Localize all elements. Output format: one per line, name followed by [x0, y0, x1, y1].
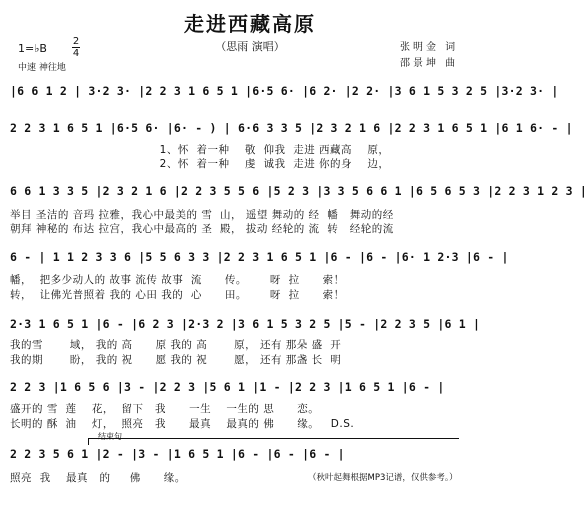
tempo-marking: 中速 神往地 [18, 63, 66, 73]
transcription-note: （秋叶起舞根据MP3记谱，仅供参考。） [308, 473, 458, 483]
composer: 邵景坤 曲 [400, 58, 459, 69]
lyric-line-4-verse-1: 幡， 把多少动人的 故事 流传 故事 流 传。 呀 拉 索！ [10, 274, 345, 286]
notation-line-1: |6 6 1 2 | 3·2 3· |2 2 3 1 6 5 1 |6·5 6· |6 2· |2 2· |3 6 1 5 3 2 5 |3·2 3· | [10, 84, 559, 98]
lyric-line-4-verse-2: 转， 让佛光普照着 我的 心田 我的 心 田。 呀 拉 索！ [10, 289, 345, 301]
notation-line-2: 2 2 3 1 6 5 1 |6·5 6· |6· - ) | 6·6 3 3 5 |2 3 2 1 6 |2 2 3 1 6 5 1 |6 1 6· - | [10, 121, 573, 135]
lyric-line-7: 照亮 我 最真 的 佛 缘。 [10, 472, 186, 484]
lyric-line-5-verse-1: 我的雪 域， 我的 高 原 我的 高 原， 还有 那朵 盛 开 [10, 339, 342, 351]
notation-line-3: 6 6 1 3 3 5 |2 3 2 1 6 |2 2 3 5 5 6 |5 2 3 |3 3 5 6 6 1 |6 5 6 5 3 |2 2 3 1 2 3 | [10, 184, 587, 198]
notation-line-5: 2·3 1 6 5 1 |6 - |6 2 3 |2·3 2 |3 6 1 5 3 2 5 |5 - |2 2 3 5 |6 1 | [10, 317, 481, 331]
ending-bracket [88, 438, 459, 445]
lyric-line-2-verse-2: 2、怀 着一种 虔 诚我 走进 你的身 边， [10, 158, 390, 170]
time-sig-top: 2 [72, 36, 80, 47]
lyricist: 张明金 词 [400, 42, 459, 53]
credits [400, 40, 458, 72]
notation-line-6: 2 2 3 |1 6 5 6 |3 - |2 2 3 |5 6 1 |1 - |2 2 3 |1 6 5 1 |6 - | [10, 380, 445, 394]
lyric-line-5-verse-2: 我的期 盼， 我的 祝 愿 我的 祝 愿， 还有 那盏 长 明 [10, 354, 342, 366]
lyric-line-2-verse-1: 1、怀 着一种 敬 仰我 走进 西藏高 原， [10, 144, 390, 156]
ending-label: 结束句 [98, 432, 122, 441]
performer: （思雨 演唱） [215, 40, 285, 53]
lyric-line-6-verse-1: 盛开的 雪 莲 花， 留下 我 一生 一生的 思 恋。 [10, 403, 320, 415]
key-signature: 1=♭B [18, 42, 47, 55]
time-signature [72, 37, 80, 58]
time-sig-bottom: 4 [72, 48, 80, 59]
notation-line-4: 6 - | 1 1 2 3 3 6 |5 5 6 3 3 |2 2 3 1 6 5 1 |6 - |6 - |6· 1 2·3 |6 - | [10, 250, 509, 264]
notation-line-7: 2 2 3 5 6 1 |2 - |3 - |1 6 5 1 |6 - |6 - |6 - | [10, 447, 345, 461]
lyric-line-3-verse-2: 朝拜 神秘的 布达 拉宫，我心中最高的 圣 殿， 拔动 经轮的 流 转 经轮的流 [10, 223, 394, 235]
lyric-line-6-verse-2: 长明的 酥 油 灯， 照亮 我 最真 最真的 佛 缘。 D.S. [10, 418, 355, 430]
song-title: 走进西藏高原 [184, 12, 316, 36]
lyric-line-3-verse-1: 举目 圣洁的 音玛 拉雅，我心中最美的 雪 山， 遥望 舞动的 经 幡 舞动的经 [10, 209, 394, 221]
